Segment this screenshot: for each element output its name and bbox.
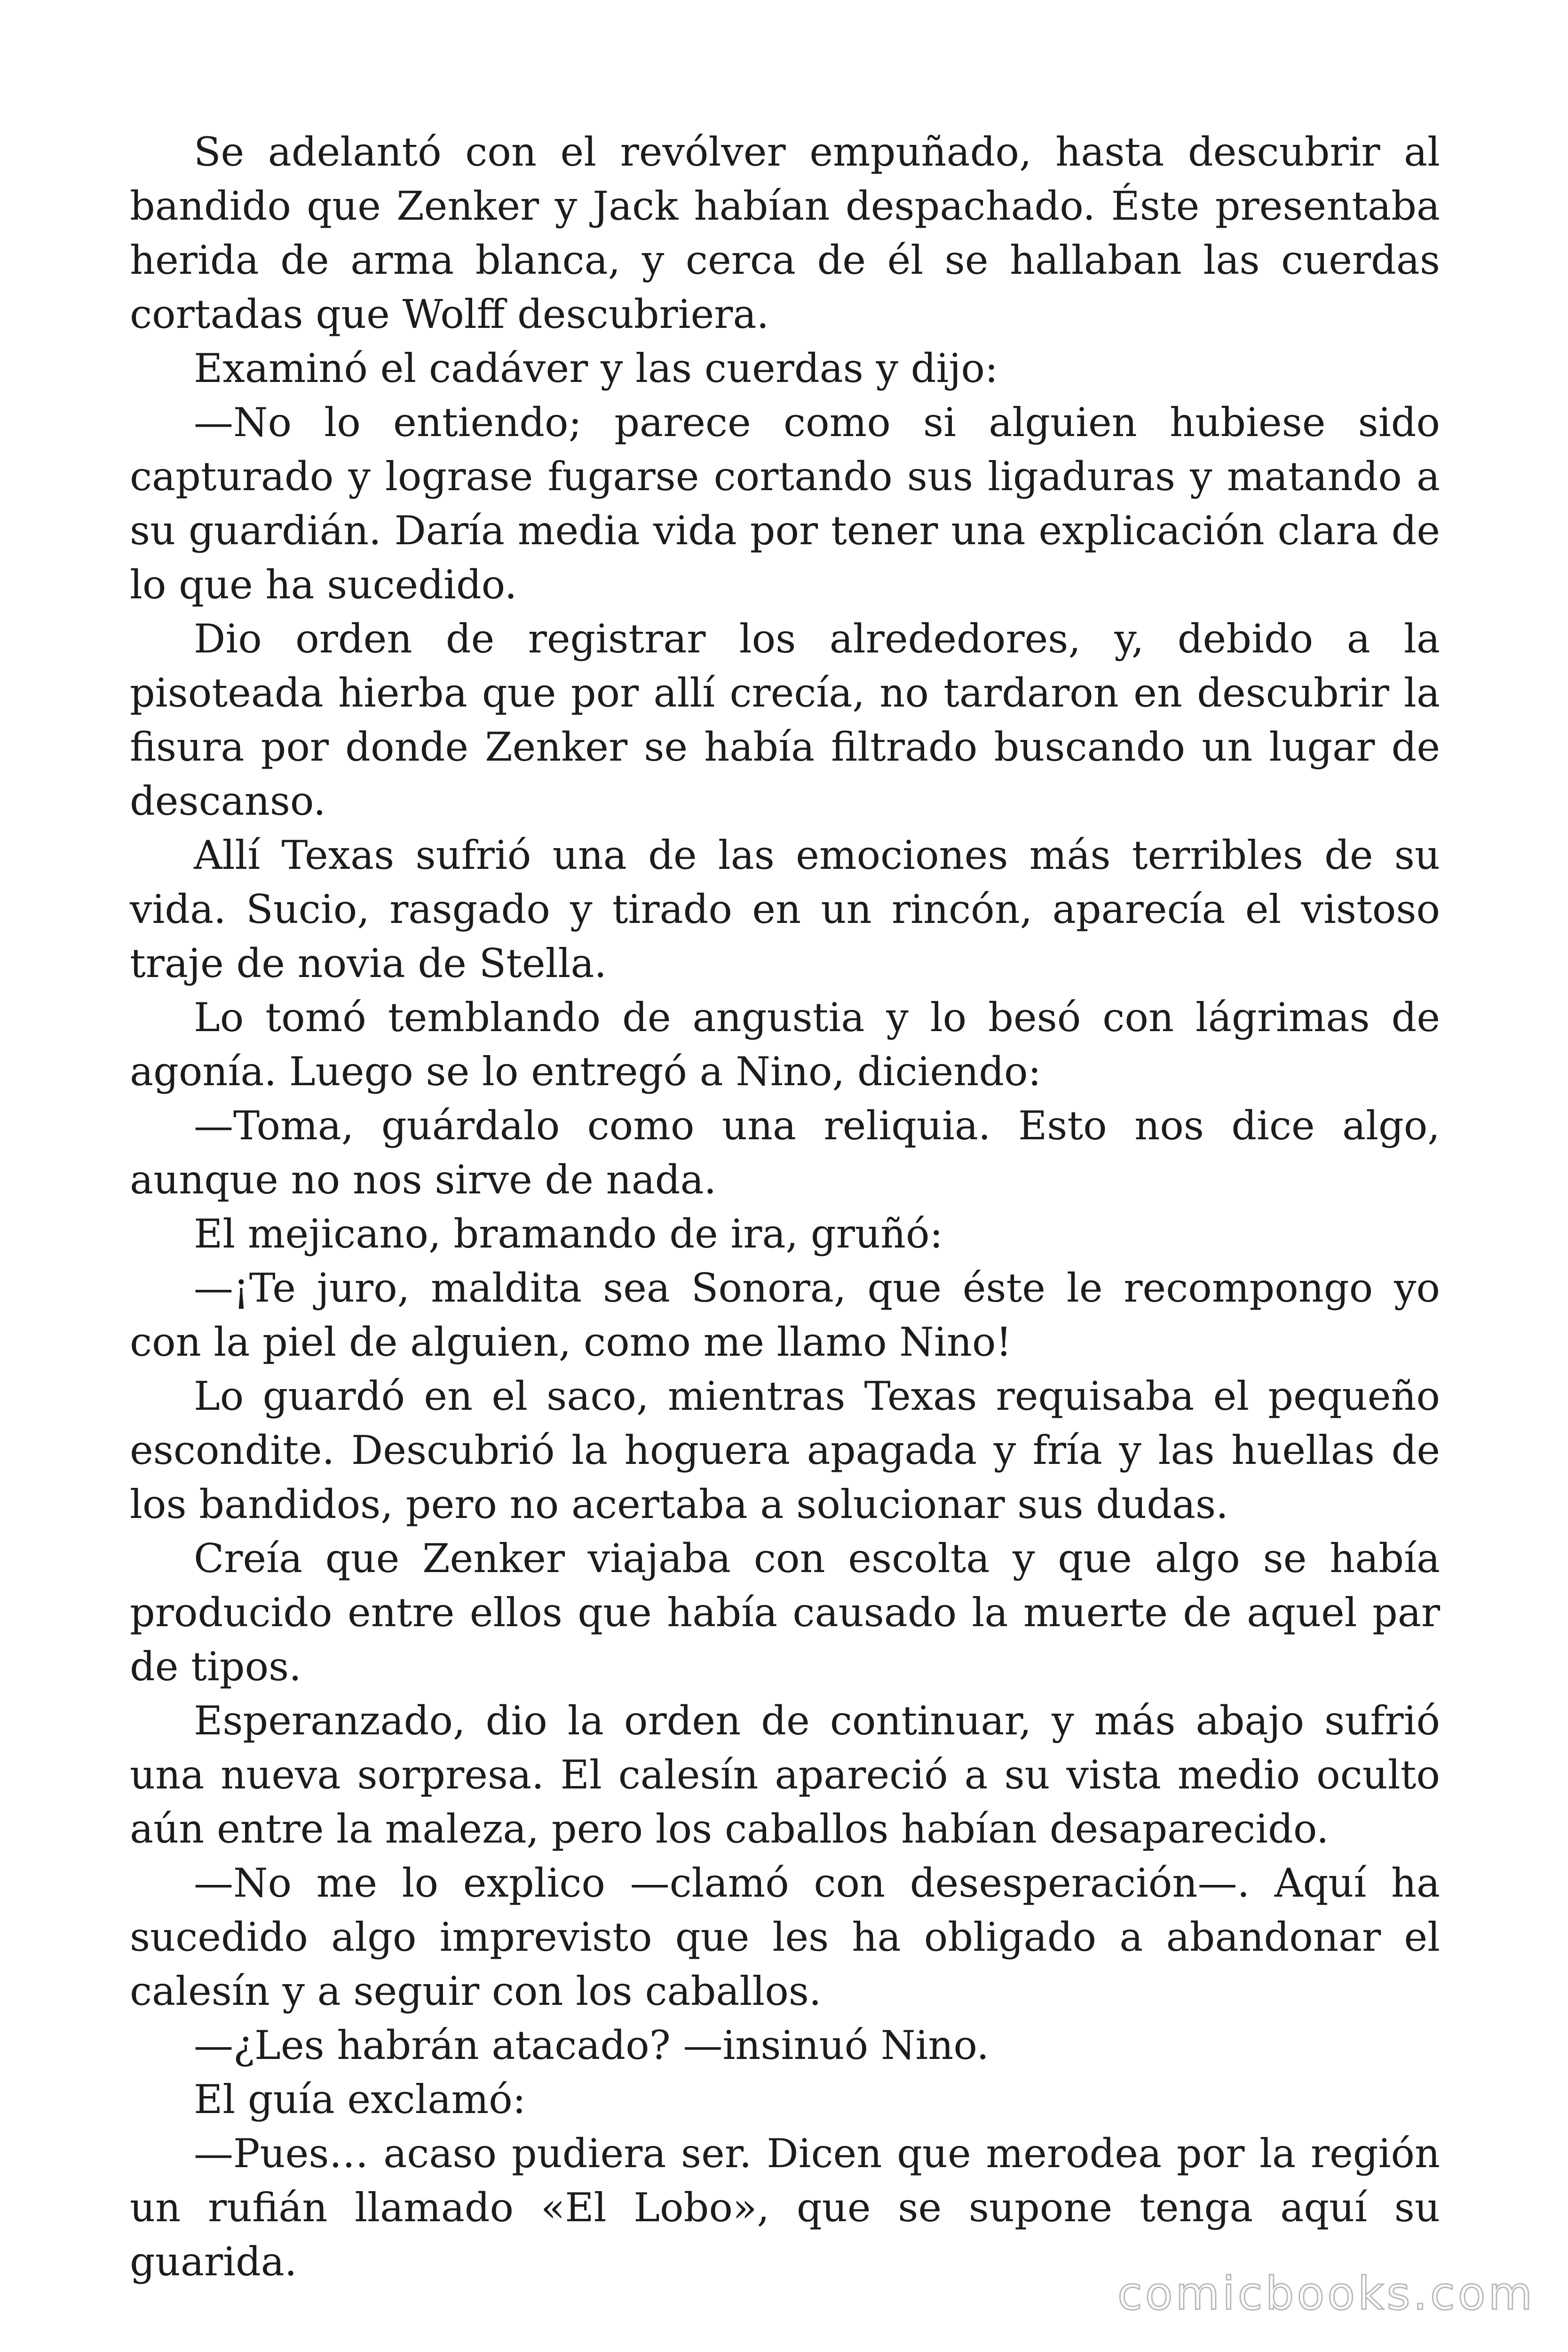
paragraph-8: El mejicano, bramando de ira, gruñó: [194, 1211, 943, 1257]
paragraph-13: —No me lo explico —clamó con desesperación—. Aquí ha sucedido algo imprevisto que les ha obligado a abandonar el calesín y a seguir con los caballos. [130, 1860, 1440, 2014]
paragraph-4: Dio orden de registrar los alrededores, y, debido a la pisoteada hierba que por allí crecía, no tardaron en descubrir la fisura por donde Zenker se había filtrado buscando un lugar de descanso. [130, 616, 1440, 824]
paragraph-2: Examinó el cadáver y las cuerdas y dijo: [194, 345, 998, 391]
paragraph-10: Lo guardó en el saco, mientras Texas requisaba el pequeño escondite. Descubrió la hoguera apagada y fría y las huellas de los bandidos, pero no acertaba a solucionar sus dudas. [130, 1373, 1440, 1527]
paragraph-6: Lo tomó temblando de angustia y lo besó con lágrimas de agonía. Luego se lo entregó a Nino, diciendo: [130, 994, 1440, 1095]
paragraph-16: —Pues… acaso pudiera ser. Dicen que merodea por la región un rufián llamado «El Lobo», que se supone tenga aquí su guarida. [130, 2130, 1440, 2285]
paragraph-11: Creía que Zenker viajaba con escolta y que algo se había producido entre ellos que había causado la muerte de aquel par de tipos. [130, 1535, 1440, 1690]
paragraph-12: Esperanzado, dio la orden de continuar, y más abajo sufrió una nueva sorpresa. El calesín apareció a su vista medio oculto aún entre la maleza, pero los caballos habían desaparecido. [130, 1698, 1440, 1852]
paragraph-15: El guía exclamó: [194, 2076, 526, 2122]
book-page-text [130, 125, 1440, 2289]
paragraph-7: —Toma, guárdalo como una reliquia. Esto nos dice algo, aunque no nos sirve de nada. [130, 1103, 1440, 1203]
paragraph-14: —¿Les habrán atacado? —insinuó Nino. [194, 2022, 990, 2068]
paragraph-9: —¡Te juro, maldita sea Sonora, que éste le recompongo yo con la piel de alguien, como me llamo Nino! [130, 1265, 1440, 1365]
watermark-logo: comicbooks.com [1117, 2267, 1535, 2320]
paragraph-5: Allí Texas sufrió una de las emociones más terribles de su vida. Sucio, rasgado y tirado en un rincón, aparecía el vistoso traje de novia de Stella. [130, 832, 1440, 986]
paragraph-1: Se adelantó con el revólver empuñado, hasta descubrir al bandido que Zenker y Jack habían despachado. Éste presentaba herida de arma blanca, y cerca de él se hallaban las cuerdas cortadas que Wolff descubriera. [130, 129, 1440, 337]
paragraph-3: —No lo entiendo; parece como si alguien hubiese sido capturado y lograse fugarse cortando sus ligaduras y matando a su guardián. Daría media vida por tener una explicación clara de lo que ha sucedido. [130, 399, 1440, 608]
